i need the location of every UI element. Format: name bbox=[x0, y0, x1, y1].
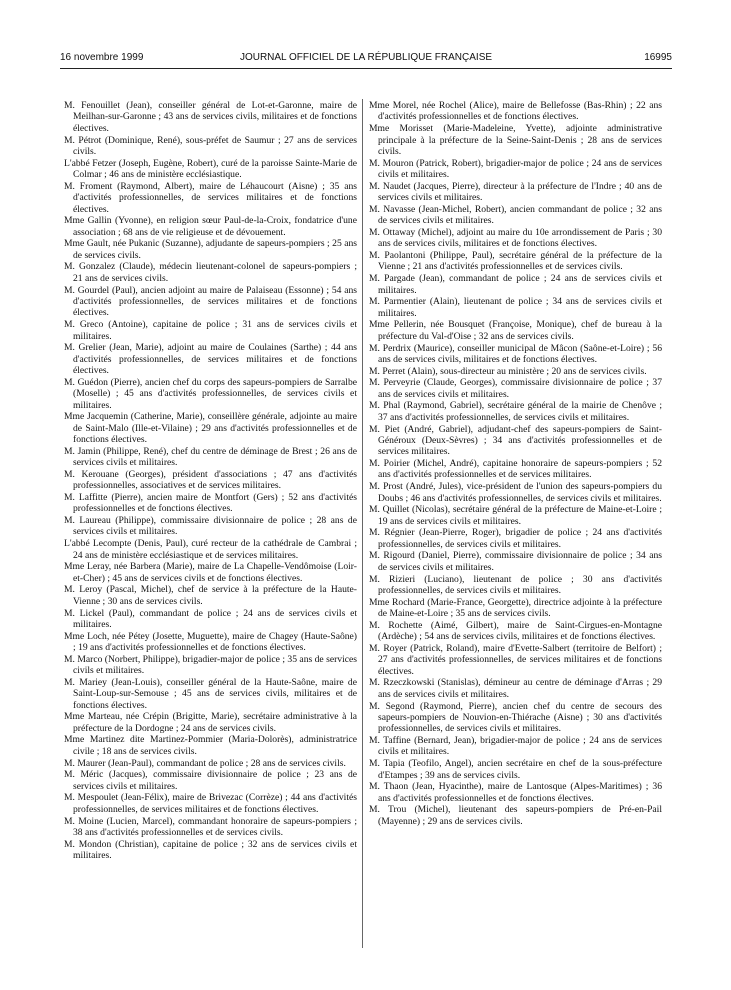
decree-entry: M. Pargade (Jean), commandant de police ; 24 ans de services civils et militaires. bbox=[369, 273, 662, 296]
header-rule bbox=[60, 68, 672, 69]
decree-entry: Mme Loch, née Pétey (Josette, Muguette), maire de Chagey (Haute-Saône) ; 19 ans d'activités professionnelles et de fonctions électives. bbox=[64, 630, 357, 654]
decree-entry: M. Quillet (Nicolas), secrétaire général de la préfecture de Maine-et-Loire ; 19 ans de services civils et militaires. bbox=[369, 504, 662, 527]
decree-entry: M. Tapia (Teofilo, Angel), ancien secrétaire en chef de la sous-préfecture d'Etampes ; 39 ans de services civils. bbox=[369, 758, 662, 781]
decree-entry: M. Perveyrie (Claude, Georges), commissaire divisionnaire de police ; 37 ans de services civils et militaires. bbox=[369, 377, 662, 400]
page-number: 16995 bbox=[644, 52, 672, 63]
decree-entry: M. Leroy (Pascal, Michel), chef de service à la préfecture de la Haute-Vienne ; 30 ans de services civils. bbox=[64, 584, 357, 607]
decree-entry: M. Parmentier (Alain), lieutenant de police ; 34 ans de services civils et militaires. bbox=[369, 296, 662, 319]
decree-entry: M. Taffine (Bernard, Jean), brigadier-major de police ; 24 ans de services civils et militaires. bbox=[369, 735, 662, 758]
decree-entry: M. Naudet (Jacques, Pierre), directeur à la préfecture de l'Indre ; 40 ans de services civils et militaires. bbox=[369, 180, 662, 204]
decree-entry: M. Ottaway (Michel), adjoint au maire du 10e arrondissement de Paris ; 30 ans de services civils, militaires et de fonctions électives. bbox=[369, 226, 662, 250]
decree-entry: M. Maurer (Jean-Paul), commandant de police ; 28 ans de services civils. bbox=[64, 757, 346, 769]
decree-entry: M. Perdrix (Maurice), conseiller municipal de Mâcon (Saône-et-Loire) ; 56 ans de services civils, militaires et de fonctions électives. bbox=[369, 342, 662, 365]
decree-entry: M. Fenouillet (Jean), conseiller général de Lot-et-Garonne, maire de Meilhan-sur-Garonne ; 43 ans de services civils, militaires et de fonctions électives. bbox=[64, 100, 357, 134]
decree-entry: M. Piet (André, Gabriel), adjudant-chef des sapeurs-pompiers de Saint-Généroux (Deux-Sèvres) ; 34 ans d'activités professionnelles et de services militaires. bbox=[369, 423, 662, 458]
decree-entry: M. Mariey (Jean-Louis), conseiller général de la Haute-Saône, maire de Saint-Loup-sur-Semouse ; 45 ans de services civils, militaires et de fonctions électives. bbox=[64, 676, 357, 711]
issue-date: 16 novembre 1999 bbox=[60, 52, 144, 63]
decree-entry: M. Poirier (Michel, André), capitaine honoraire de sapeurs-pompiers ; 52 ans d'activités professionnelles et de services militaires. bbox=[369, 458, 662, 481]
decree-entry: L'abbé Fetzer (Joseph, Eugène, Robert), curé de la paroisse Sainte-Marie de Colmar ; 46 ans de ministère ecclésiastique. bbox=[64, 157, 357, 181]
left-column bbox=[64, 100, 357, 862]
decree-entry: M. Froment (Raymond, Albert), maire de Léhaucourt (Aisne) ; 35 ans d'activités professionnelles, de services militaires et de fonctions électives. bbox=[64, 180, 357, 215]
column-divider bbox=[362, 99, 363, 948]
decree-entry: M. Thaon (Jean, Hyacinthe), maire de Lantosque (Alpes-Maritimes) ; 36 ans d'activités professionnelles et de fonctions électives. bbox=[369, 781, 662, 804]
decree-entry: Mme Marteau, née Crépin (Brigitte, Marie), secrétaire administrative à la préfecture de la Dordogne ; 24 ans de services civils. bbox=[64, 711, 357, 734]
page-header bbox=[60, 52, 672, 68]
decree-entry: M. Kerouane (Georges), président d'associations ; 47 ans d'activités professionnelles, associatives et de services militaires. bbox=[64, 468, 357, 492]
decree-entry: Mme Morisset (Marie-Madeleine, Yvette), adjointe administrative principale à la préfecture de la Seine-Saint-Denis ; 28 ans de services civils. bbox=[369, 123, 662, 157]
decree-entry: M. Lickel (Paul), commandant de police ; 24 ans de services civils et militaires. bbox=[64, 607, 357, 630]
decree-entry: Mme Gallin (Yvonne), en religion sœur Paul-de-la-Croix, fondatrice d'une association ; 68 ans de vie religieuse et de dévouement. bbox=[64, 215, 357, 238]
decree-entry: M. Mondon (Christian), capitaine de police ; 32 ans de services civils et militaires. bbox=[64, 838, 357, 862]
decree-entry: L'abbé Lecompte (Denis, Paul), curé recteur de la cathédrale de Cambrai ; 24 ans de ministère ecclésiastique et de services militaires. bbox=[64, 538, 357, 561]
decree-entry: M. Moine (Lucien, Marcel), commandant honoraire de sapeurs-pompiers ; 38 ans d'activités professionnelles et de services civils. bbox=[64, 815, 357, 838]
decree-entry: M. Gonzalez (Claude), médecin lieutenant-colonel de sapeurs-pompiers ; 21 ans de services civils. bbox=[64, 261, 357, 284]
decree-entry: M. Grelier (Jean, Marie), adjoint au maire de Coulaines (Sarthe) ; 44 ans d'activités professionnelles, de services militaires et de fonctions électives. bbox=[64, 342, 357, 377]
decree-entry: M. Mespoulet (Jean-Félix), maire de Brivezac (Corrèze) ; 44 ans d'activités professionnelles, de services militaires et de fonctions électives. bbox=[64, 792, 357, 815]
decree-entry: M. Laureau (Philippe), commissaire divisionnaire de police ; 28 ans de services civils et militaires. bbox=[64, 515, 357, 538]
decree-entry: M. Paolantoni (Philippe, Paul), secrétaire général de la préfecture de la Vienne ; 21 ans d'activités professionnelles et de services civils. bbox=[369, 250, 662, 273]
journal-title: JOURNAL OFFICIEL DE LA RÉPUBLIQUE FRANÇAISE bbox=[239, 52, 493, 63]
decree-entry: M. Régnier (Jean-Pierre, Roger), brigadier de police ; 24 ans d'activités professionnelles, de services civils et militaires. bbox=[369, 527, 662, 550]
decree-entry: M. Rizieri (Luciano), lieutenant de police ; 30 ans d'activités professionnelles, de services civils et militaires. bbox=[369, 573, 662, 596]
decree-entry: M. Rzeczkowski (Stanislas), démineur au centre de déminage d'Arras ; 29 ans de services civils et militaires. bbox=[369, 677, 662, 700]
decree-entry: M. Rochette (Aimé, Gilbert), maire de Saint-Cirgues-en-Montagne (Ardèche) ; 54 ans de services civils, militaires et de fonctions électives. bbox=[369, 619, 662, 643]
decree-entry: Mme Leray, née Barbera (Marie), maire de La Chapelle-Vendômoise (Loir-et-Cher) ; 45 ans de services civils et de fonctions électives. bbox=[64, 561, 357, 584]
decree-entry: Mme Morel, née Rochel (Alice), maire de Bellefosse (Bas-Rhin) ; 22 ans d'activités professionnelles et de fonctions électives. bbox=[369, 100, 662, 123]
decree-entry: M. Perret (Alain), sous-directeur au ministère ; 20 ans de services civils. bbox=[369, 365, 647, 377]
decree-entry: M. Jamin (Philippe, René), chef du centre de déminage de Brest ; 26 ans de services civils et militaires. bbox=[64, 445, 357, 469]
decree-entry: M. Gourdel (Paul), ancien adjoint au maire de Palaiseau (Essonne) ; 54 ans d'activités professionnelles, de services militaires et de fonctions électives. bbox=[64, 284, 357, 319]
decree-entry: M. Laffitte (Pierre), ancien maire de Montfort (Gers) ; 52 ans d'activités professionnelles et de fonctions électives. bbox=[64, 491, 357, 515]
decree-entry: Mme Martinez dite Martinez-Pommier (Maria-Dolorès), administratrice civile ; 18 ans de services civils. bbox=[64, 734, 357, 757]
decree-entry: Mme Gault, née Pukanic (Suzanne), adjudante de sapeurs-pompiers ; 25 ans de services civils. bbox=[64, 238, 357, 261]
decree-entry: M. Segond (Raymond, Pierre), ancien chef du centre de secours des sapeurs-pompiers de Nouvion-en-Thiérache (Aisne) ; 30 ans d'activités professionnelles, de services civils et militaires. bbox=[369, 700, 662, 735]
decree-entry: M. Navasse (Jean-Michel, Robert), ancien commandant de police ; 32 ans de services civils et militaires. bbox=[369, 203, 662, 227]
decree-entry: M. Trou (Michel), lieutenant des sapeurs-pompiers de Pré-en-Pail (Mayenne) ; 29 ans de services civils. bbox=[369, 804, 662, 827]
right-column bbox=[369, 100, 662, 828]
decree-entry: M. Marco (Norbert, Philippe), brigadier-major de police ; 35 ans de services civils et militaires. bbox=[64, 653, 357, 677]
decree-entry: M. Royer (Patrick, Roland), maire d'Evette-Salbert (territoire de Belfort) ; 27 ans d'activités professionnelles, de services militaires et de fonctions électives. bbox=[369, 642, 662, 677]
decree-entry: Mme Jacquemin (Catherine, Marie), conseillère générale, adjointe au maire de Saint-Malo (Ille-et-Vilaine) ; 29 ans d'activités professionnelles et de fonctions électives. bbox=[64, 411, 357, 446]
decree-entry: M. Prost (André, Jules), vice-président de l'union des sapeurs-pompiers du Doubs ; 46 ans d'activités professionnelles, de services civils et militaires. bbox=[369, 481, 662, 504]
decree-entry: Mme Pellerin, née Bousquet (Françoise, Monique), chef de bureau à la préfecture du Val-d'Oise ; 32 ans de services civils. bbox=[369, 319, 662, 342]
decree-entry: M. Méric (Jacques), commissaire divisionnaire de police ; 23 ans de services civils et militaires. bbox=[64, 769, 357, 792]
decree-entry: Mme Rochard (Marie-France, Georgette), directrice adjointe à la préfecture de Maine-et-Loire ; 35 ans de services civils. bbox=[369, 596, 662, 620]
decree-entry: M. Rigourd (Daniel, Pierre), commissaire divisionnaire de police ; 34 ans de services civils et militaires. bbox=[369, 550, 662, 573]
decree-entry: M. Guédon (Pierre), ancien chef du corps des sapeurs-pompiers de Sarralbe (Moselle) ; 45 ans d'activités professionnelles, de services civils et militaires. bbox=[64, 376, 357, 411]
decree-entry: M. Mouron (Patrick, Robert), brigadier-major de police ; 24 ans de services civils et militaires. bbox=[369, 157, 662, 181]
decree-entry: M. Phal (Raymond, Gabriel), secrétaire général de la mairie de Chenôve ; 37 ans d'activités professionnelles, de services civils et militaires. bbox=[369, 400, 662, 423]
decree-entry: M. Pétrot (Dominique, René), sous-préfet de Saumur ; 27 ans de services civils. bbox=[64, 134, 357, 157]
decree-entry: M. Greco (Antoine), capitaine de police ; 31 ans de services civils et militaires. bbox=[64, 319, 357, 342]
